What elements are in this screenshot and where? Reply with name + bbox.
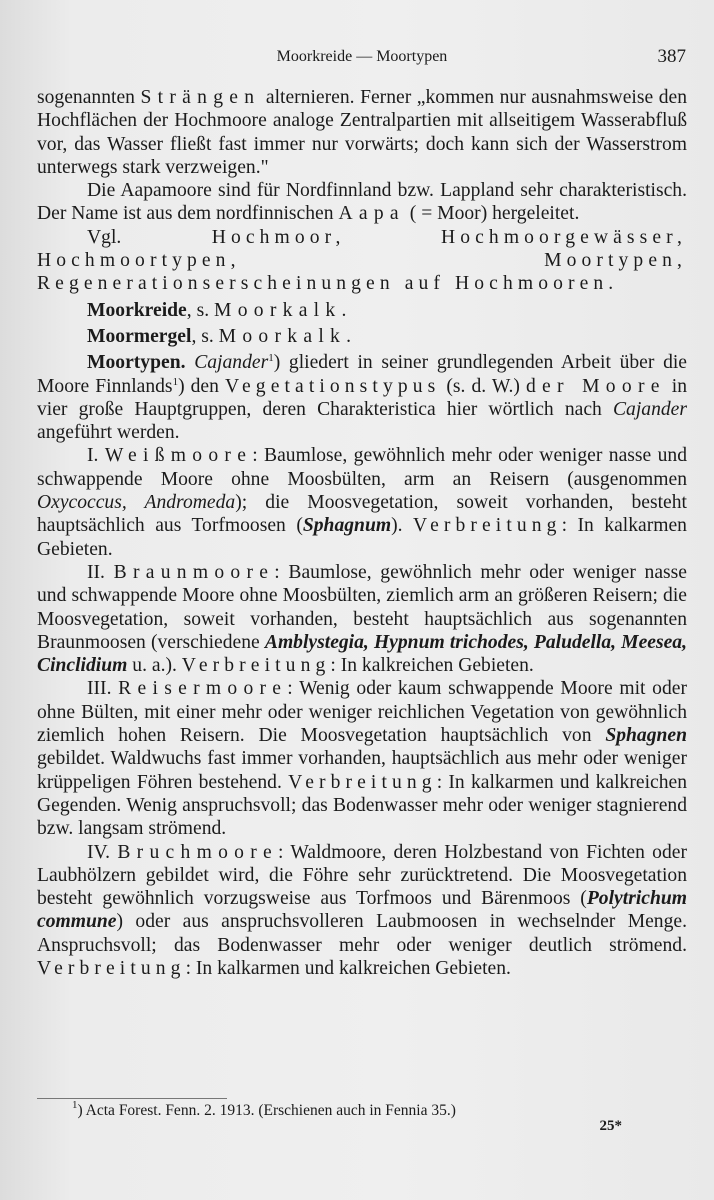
entry-moortypen: [37, 351, 687, 444]
page-body: [37, 86, 687, 980]
text-run: (s. d. W.): [440, 375, 526, 397]
text-run: IV.: [87, 841, 118, 863]
text-run: angeführt werden.: [37, 422, 180, 444]
taxon-names: Sphagnum: [302, 515, 392, 537]
text-run: in vier große Hauptgruppen, deren Charakteristica hier wörtlich nach: [37, 375, 687, 420]
author-name: Cajander: [612, 398, 687, 420]
spaced-term: Moorkalk.: [214, 299, 353, 321]
text-run: : In kalkarmen und kalkreichen Gebieten.: [185, 957, 511, 979]
taxon-names: Oxycoccus, Andromeda: [37, 492, 236, 514]
page-number: 387: [657, 46, 686, 67]
text-run: ) gliedert in seiner grundlegenden Arbeit über die Moore Finnlands: [37, 352, 688, 397]
paragraph-weissmoore: [37, 444, 687, 560]
footnote: [72, 1099, 456, 1120]
text-run: Vgl.: [87, 226, 212, 248]
footnote-marker: 1: [72, 1099, 78, 1111]
spaced-term: Aapa: [338, 203, 405, 225]
text-run: ( = Moor) hergeleitet.: [404, 203, 580, 225]
text-run: , s.: [191, 325, 219, 347]
text-run: ) oder aus anspruchsvolleren Laubmoosen in wechselnder Menge. Anspruchsvoll; das Bodenwasser mehr oder weniger deutlich strömend.: [37, 911, 687, 956]
footnote-rule: [37, 1098, 227, 1099]
text-run: sogenannten: [37, 87, 141, 108]
paragraph-continuation: [37, 86, 687, 179]
text-run: gebildet. Waldwuchs fast immer vorhanden, hauptsächlich aus mehr oder weniger krüppeligen Föhren bestehend.: [37, 748, 687, 793]
text-run: Die Aapamoore sind für Nordfinnland bzw. Lappland sehr charakteristisch. Der Name ist aus dem nordfinnischen: [37, 180, 687, 225]
paragraph-aapamoore: [37, 179, 687, 226]
entry-headword: Moortypen.: [87, 352, 186, 374]
spaced-term: Moorkalk.: [218, 325, 358, 347]
text-run: ) den: [178, 375, 225, 397]
text-run: : Baumlose, gewöhnlich mehr oder weniger nasse und schwappende Moore ohne Moosbülten, ziemlich arm an größeren Reisern; die Moosvegetation, soweit vorhanden, besteht hauptsächlich aus sogenannten Braunmoosen (verschiedene: [37, 561, 687, 653]
printer-signature: 25*: [599, 1118, 622, 1134]
footnote-text: ) Acta Forest. Fenn. 2. 1913. (Erschienen auch in Fennia 35.): [77, 1102, 456, 1119]
spaced-term: Reisermoore: [118, 678, 288, 700]
text-run: ); die Moosvegetation, soweit vorhanden, besteht hauptsächlich aus Torfmoosen (: [37, 492, 687, 537]
text-run: : In kalkreichen Gebieten.: [330, 655, 534, 677]
spaced-term: Verbreitung: [37, 957, 186, 979]
entry-moormergel: [37, 325, 687, 348]
text-run: : Waldmoore, deren Holzbestand von Fichten oder Laubhölzern gebildet wird, die Föhre sehr zurücktretend. Die Moosvegetation besteht gewöhnlich vorzugsweise aus Torfmoos und Bärenmoos (: [37, 841, 687, 910]
taxon-names: Sphagnen: [605, 725, 687, 747]
spaced-term: Vegetationstypus: [224, 375, 441, 397]
footnote-marker: 1: [268, 352, 274, 365]
text-run: : In kalkarmen Gebieten.: [37, 515, 687, 560]
text-run: [186, 352, 195, 373]
running-title: Moorkreide — Moortypen: [276, 48, 448, 65]
footnote-marker: 1: [172, 375, 179, 388]
spaced-term: Verbreitung: [413, 515, 562, 537]
text-run: u. a.).: [127, 655, 182, 677]
spaced-references: Hochmoor, Hochmoorgewässer, Hochmoortypen, Moortypen, Regenerationserscheinungen auf Hochmooren.: [37, 226, 687, 295]
spaced-term: Bruchmoore: [117, 841, 278, 863]
spaced-term: Verbreitung: [181, 655, 331, 677]
text-run: , s.: [186, 299, 214, 321]
text-run: I.: [87, 445, 105, 467]
spaced-term: Weißmoore: [104, 445, 253, 467]
text-run: II.: [87, 561, 114, 583]
entry-headword: Moorkreide: [87, 299, 187, 321]
author-name: Cajander: [194, 352, 269, 374]
text-run: : In kalkarmen und kalkreichen Gegenden. Wenig anspruchsvoll; das Bodenwasser mehr oder weniger stagnierend bzw. langsam strömend.: [37, 771, 687, 840]
spaced-term: Verbreitung: [288, 771, 437, 793]
taxon-names: Polytrichum commune: [37, 888, 687, 933]
spaced-term: der Moore: [525, 375, 666, 397]
page-header: [38, 46, 686, 72]
taxon-names: Amblystegia, Hypnum trichodes, Paludella, Meesea, Cinclidium: [37, 631, 687, 677]
text-run: : Baumlose, gewöhnlich mehr oder weniger nasse und schwappende Moore ohne Moosbülten, arm an Reisern (ausgenommen: [37, 445, 687, 490]
entry-headword: Moormergel: [87, 325, 192, 347]
paragraph-cross-reference: [37, 226, 687, 296]
paragraph-braunmoore: [37, 561, 687, 677]
spaced-term: Braunmoore: [113, 561, 275, 583]
entry-moorkreide: [37, 299, 687, 322]
text-run: ).: [391, 515, 413, 537]
text-run: III.: [87, 678, 119, 700]
paragraph-reisermoore: [37, 677, 687, 840]
spaced-term: Strängen: [140, 87, 261, 108]
paragraph-bruchmoore: [37, 841, 687, 981]
text-run: alternieren. Ferner „kommen nur ausnahmsweise den Hochflächen der Hochmoore analoge Zentralpartien mit allseitigem Wasserabfluß vor, das Wasser fließt fast immer nur vorwärts; doch kann sich der Wasserstrom unterwegs stark verzweigen.": [37, 87, 688, 178]
text-run: : Wenig oder kaum schwappende Moore mit oder ohne Bülten, mit einer mehr oder weniger reichlichen Vegetation von gewöhnlich ziemlich hohen Reisern. Die Moosvegetation hauptsächlich von: [37, 678, 687, 747]
